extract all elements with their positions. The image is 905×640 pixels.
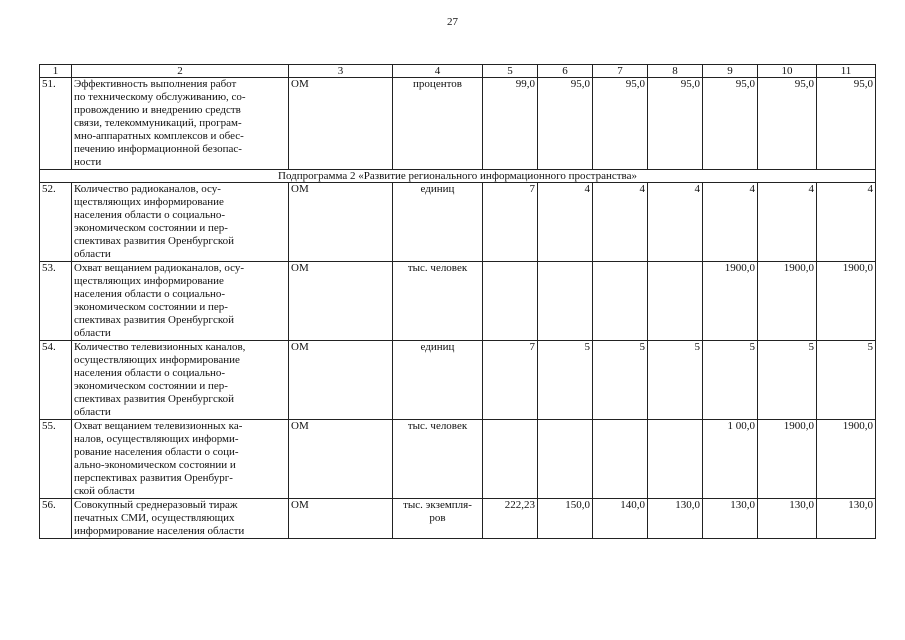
value-cell: 7 <box>483 183 538 262</box>
indicator-type: ОМ <box>289 499 393 539</box>
table-row <box>40 262 876 341</box>
indicator-name-line: печению информационной безопас- <box>74 143 242 155</box>
unit-line: тыс. человек <box>407 420 468 432</box>
indicator-name-line: по техническому обслуживанию, со- <box>74 91 246 103</box>
unit-line: тыс. человек <box>407 262 468 274</box>
indicator-name-line: печатных СМИ, осуществляющих <box>74 512 235 524</box>
value-cell: 1900,0 <box>758 262 817 341</box>
indicator-type: ОМ <box>289 262 393 341</box>
indicator-name <box>72 420 289 499</box>
unit-line: ров <box>429 512 446 524</box>
row-number: 55. <box>40 420 72 499</box>
indicator-name-line: экономическом состоянии и пер- <box>74 301 228 313</box>
value-cell: 1900,0 <box>817 420 876 499</box>
indicator-name-line: области <box>74 248 111 260</box>
subprogram-title: Подпрограмма 2 «Развитие регионального информационного пространства» <box>40 170 876 183</box>
header-row <box>40 65 876 78</box>
value-cell: 95,0 <box>703 78 758 170</box>
indicator-name-line: области <box>74 406 111 418</box>
table-row <box>40 420 876 499</box>
indicator-type: ОМ <box>289 183 393 262</box>
indicator-name-line: мно-аппаратных комплексов и обес- <box>74 130 244 142</box>
value-cell: 7 <box>483 341 538 420</box>
value-cell <box>483 262 538 341</box>
indicator-name <box>72 341 289 420</box>
indicator-name-line: связи, телекоммуникаций, програм- <box>74 117 242 129</box>
indicator-name-line: Количество телевизионных каналов, <box>74 341 246 353</box>
unit-of-measure <box>393 183 483 262</box>
value-cell: 4 <box>817 183 876 262</box>
value-cell <box>538 262 593 341</box>
value-cell <box>648 262 703 341</box>
header-cell: 1 <box>40 65 72 78</box>
indicator-name-line: экономическом состоянии и пер- <box>74 222 228 234</box>
indicator-name-line: перспективах развития Оренбург- <box>74 472 233 484</box>
indicator-name-line: ской области <box>74 485 135 497</box>
table-row <box>40 499 876 539</box>
table-row <box>40 78 876 170</box>
row-number: 51. <box>40 78 72 170</box>
indicator-type: ОМ <box>289 78 393 170</box>
value-cell <box>483 420 538 499</box>
indicator-name-line: населения области о социально- <box>74 288 226 300</box>
value-cell: 150,0 <box>538 499 593 539</box>
value-cell: 130,0 <box>817 499 876 539</box>
value-cell <box>538 420 593 499</box>
indicator-name-line: ществляющих информирование <box>74 275 224 287</box>
value-cell: 5 <box>538 341 593 420</box>
unit-line: единиц <box>420 341 455 353</box>
header-cell: 3 <box>289 65 393 78</box>
unit-of-measure <box>393 499 483 539</box>
indicator-name <box>72 78 289 170</box>
value-cell: 5 <box>758 341 817 420</box>
value-cell: 5 <box>593 341 648 420</box>
value-cell: 99,0 <box>483 78 538 170</box>
indicator-type: ОМ <box>289 420 393 499</box>
indicator-type: ОМ <box>289 341 393 420</box>
value-cell: 4 <box>593 183 648 262</box>
row-number: 53. <box>40 262 72 341</box>
table-row <box>40 341 876 420</box>
unit-of-measure <box>393 262 483 341</box>
unit-line: процентов <box>413 78 462 90</box>
header-cell: 9 <box>703 65 758 78</box>
value-cell: 95,0 <box>593 78 648 170</box>
row-number: 54. <box>40 341 72 420</box>
value-cell: 95,0 <box>758 78 817 170</box>
indicator-name-line: спективах развития Оренбургской <box>74 314 234 326</box>
indicator-name-line: Охват вещанием телевизионных ка- <box>74 420 243 432</box>
value-cell: 130,0 <box>648 499 703 539</box>
header-cell: 4 <box>393 65 483 78</box>
value-cell <box>593 262 648 341</box>
subprogram-row <box>40 170 876 183</box>
value-cell: 5 <box>648 341 703 420</box>
header-cell: 10 <box>758 65 817 78</box>
row-number: 52. <box>40 183 72 262</box>
header-cell: 5 <box>483 65 538 78</box>
value-cell: 95,0 <box>817 78 876 170</box>
row-number: 56. <box>40 499 72 539</box>
unit-of-measure <box>393 420 483 499</box>
header-cell: 11 <box>817 65 876 78</box>
unit-line: единиц <box>420 183 455 195</box>
value-cell: 95,0 <box>538 78 593 170</box>
indicator-name <box>72 183 289 262</box>
indicator-name-line: ности <box>74 156 102 168</box>
value-cell: 5 <box>817 341 876 420</box>
indicator-name-line: экономическом состоянии и пер- <box>74 380 228 392</box>
value-cell <box>648 420 703 499</box>
indicator-name-line: рование населения области о соци- <box>74 446 239 458</box>
indicator-name-line: Количество радиоканалов, осу- <box>74 183 221 195</box>
value-cell: 1 00,0 <box>703 420 758 499</box>
value-cell: 1900,0 <box>703 262 758 341</box>
indicator-name-line: налов, осуществляющих информи- <box>74 433 239 445</box>
value-cell: 140,0 <box>593 499 648 539</box>
indicator-name-line: населения области о социально- <box>74 209 226 221</box>
indicator-name-line: ально-экономическом состоянии и <box>74 459 236 471</box>
value-cell: 130,0 <box>758 499 817 539</box>
indicator-name <box>72 499 289 539</box>
indicator-name-line: провождению и внедрению средств <box>74 104 241 116</box>
indicator-name-line: осуществляющих информирование <box>74 354 240 366</box>
table-row <box>40 183 876 262</box>
header-cell: 2 <box>72 65 289 78</box>
indicator-name-line: Эффективность выполнения работ <box>74 78 237 90</box>
value-cell: 4 <box>758 183 817 262</box>
value-cell: 1900,0 <box>817 262 876 341</box>
value-cell: 4 <box>648 183 703 262</box>
indicator-name <box>72 262 289 341</box>
header-cell: 8 <box>648 65 703 78</box>
indicator-name-line: спективах развития Оренбургской <box>74 235 234 247</box>
unit-of-measure <box>393 78 483 170</box>
unit-of-measure <box>393 341 483 420</box>
value-cell: 130,0 <box>703 499 758 539</box>
value-cell: 222,23 <box>483 499 538 539</box>
value-cell: 4 <box>703 183 758 262</box>
indicator-name-line: населения области о социально- <box>74 367 226 379</box>
indicators-table <box>39 64 876 539</box>
unit-line: тыс. экземпля- <box>403 499 472 511</box>
indicator-name-line: спективах развития Оренбургской <box>74 393 234 405</box>
indicator-name-line: информирование населения области <box>74 525 245 537</box>
value-cell: 5 <box>703 341 758 420</box>
header-cell: 6 <box>538 65 593 78</box>
indicator-name-line: Совокупный среднеразовый тираж <box>74 499 238 511</box>
value-cell <box>593 420 648 499</box>
page-number: 27 <box>447 16 458 28</box>
indicator-name-line: ществляющих информирование <box>74 196 224 208</box>
value-cell: 1900,0 <box>758 420 817 499</box>
value-cell: 4 <box>538 183 593 262</box>
value-cell: 95,0 <box>648 78 703 170</box>
indicator-name-line: Охват вещанием радиоканалов, осу- <box>74 262 245 274</box>
header-cell: 7 <box>593 65 648 78</box>
indicator-name-line: области <box>74 327 111 339</box>
